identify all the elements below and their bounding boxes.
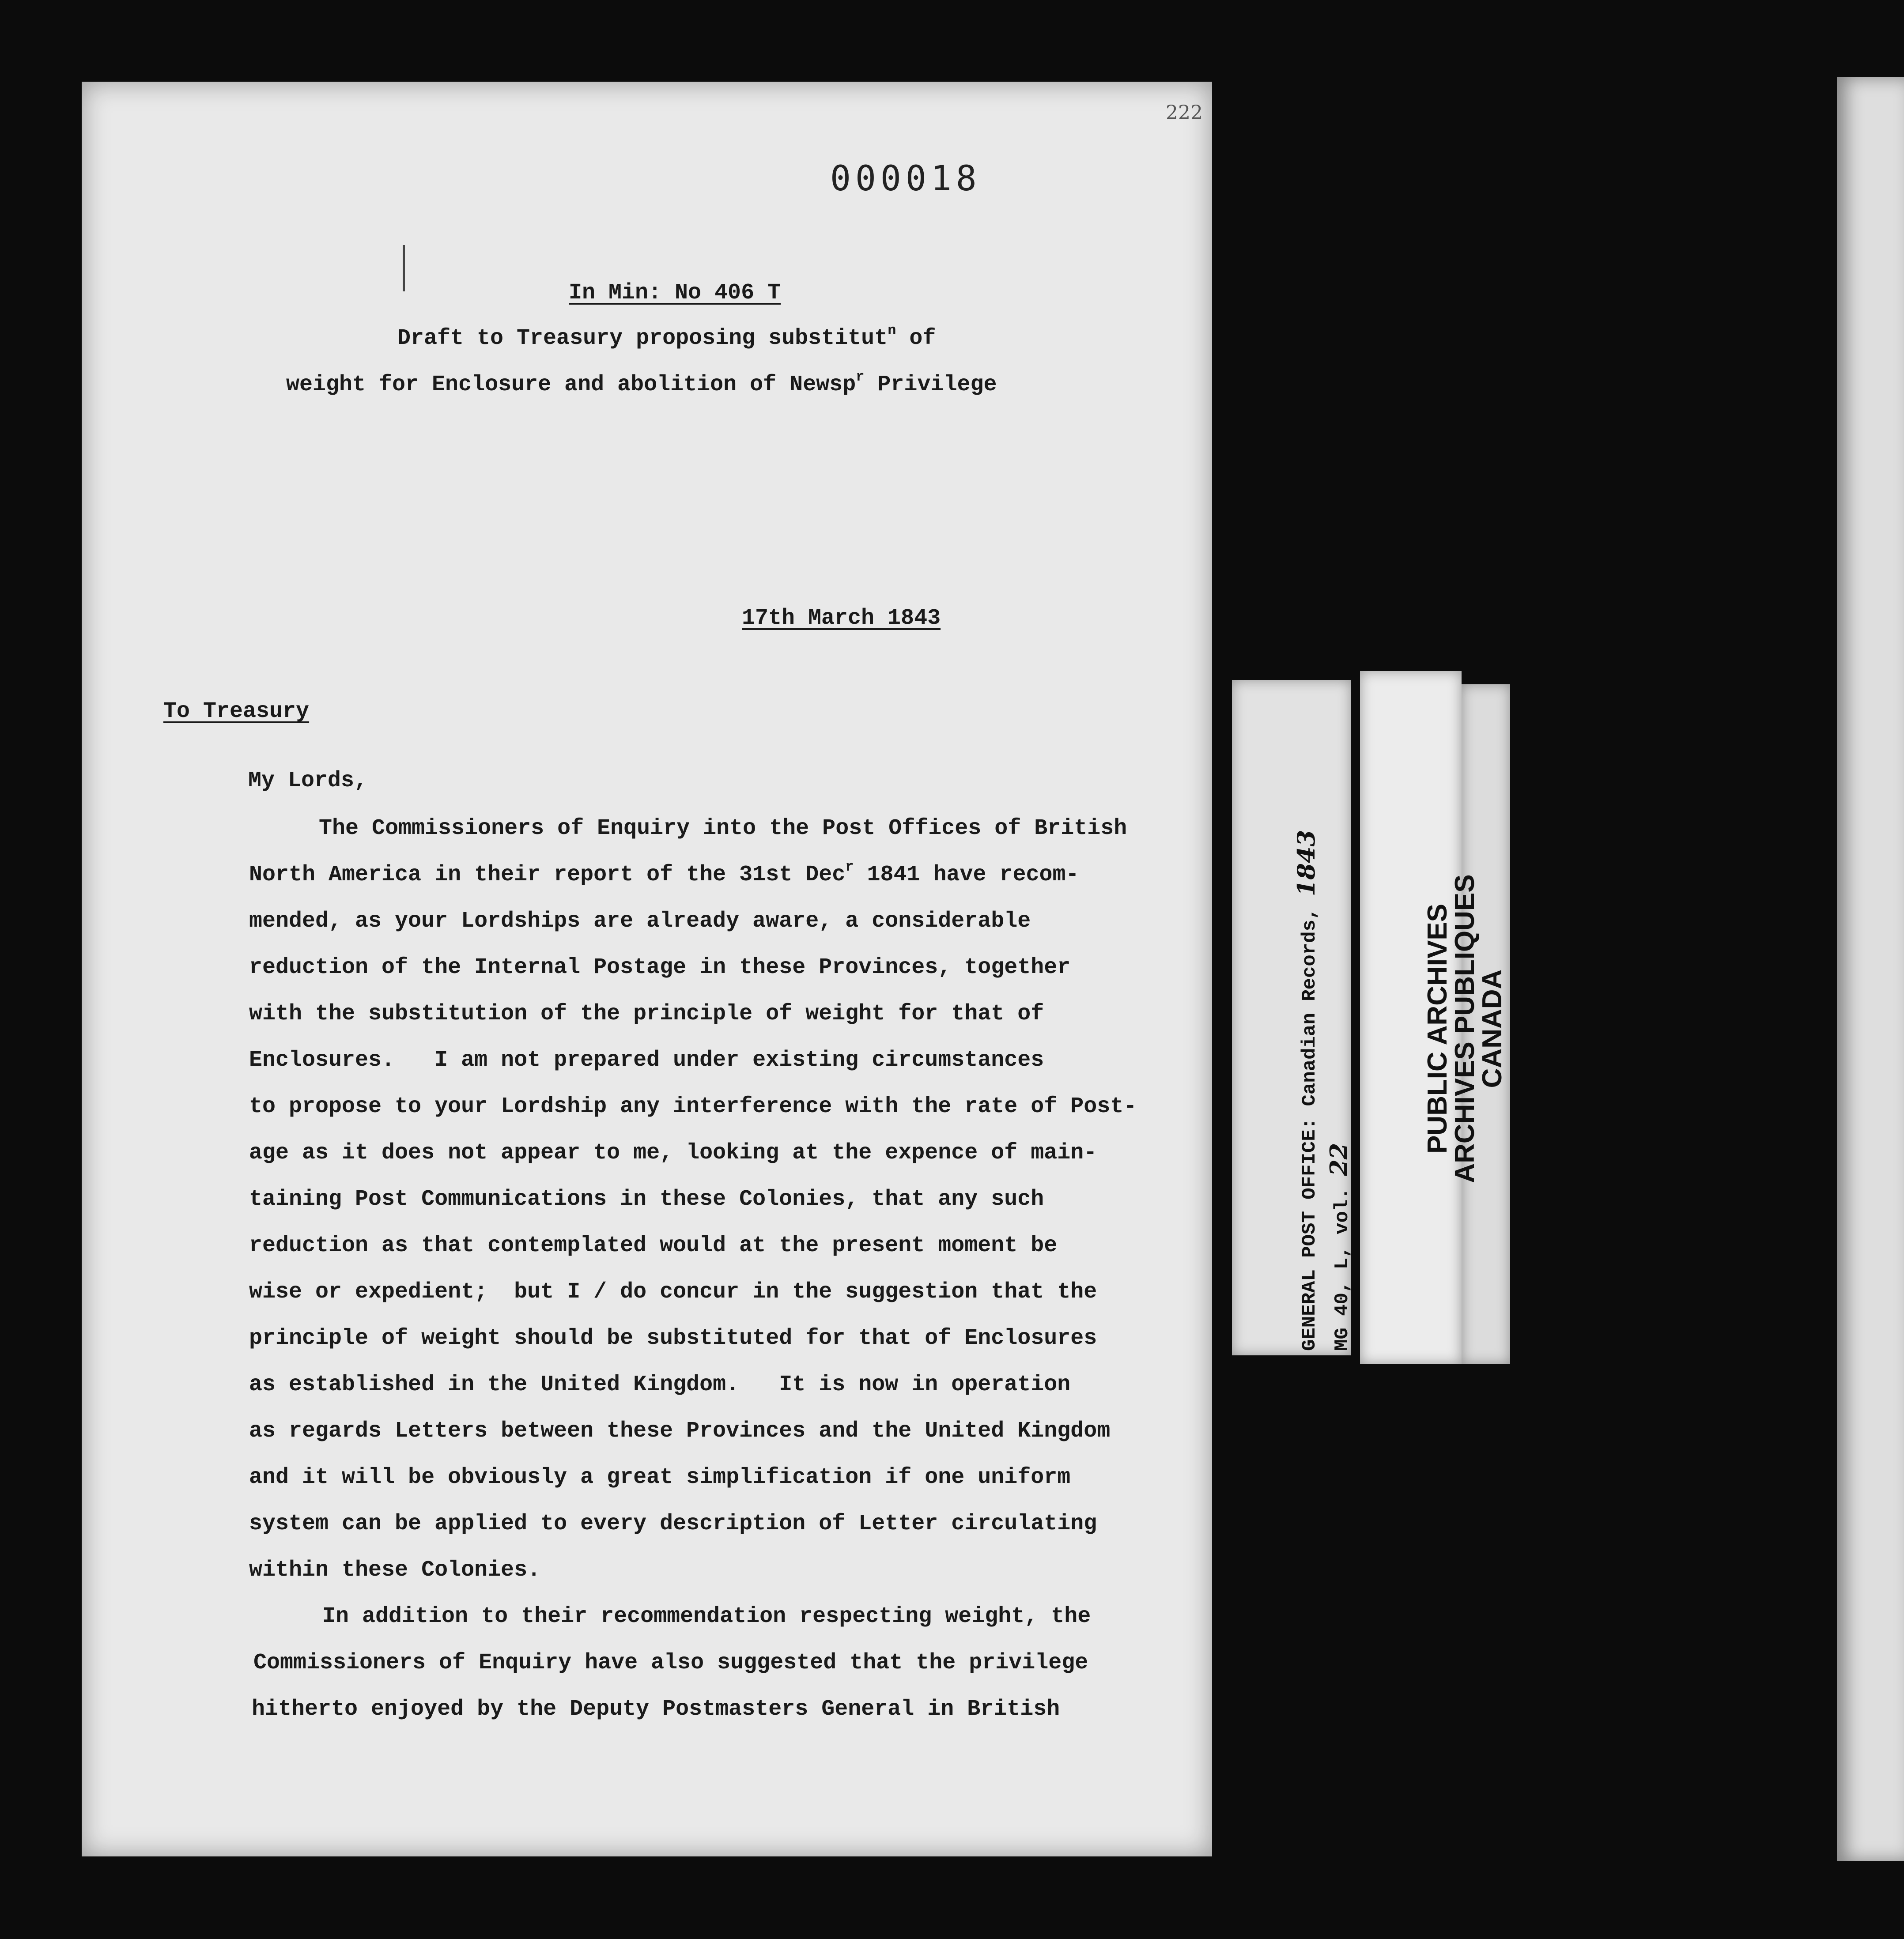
body-line: age as it does not appear to me, looking at the expence of main- bbox=[249, 1140, 1097, 1166]
pencil-mark bbox=[403, 245, 405, 291]
document-number: 000018 bbox=[830, 159, 981, 199]
heading-line-2: weight for Enclosure and abolition of Newsp$^r$ Privilege bbox=[286, 369, 997, 397]
body-line: reduction as that contemplated would at the present moment be bbox=[249, 1233, 1058, 1258]
heading-line-1: Draft to Treasury proposing substitut$^n$ of bbox=[397, 322, 936, 351]
addressee: To Treasury bbox=[163, 699, 310, 724]
stamp-line-3: CANADA bbox=[1477, 969, 1507, 1088]
body-line: system can be applied to every description of Letter circulating bbox=[249, 1511, 1097, 1536]
body-line: reduction of the Internal Postage in these Provinces, together bbox=[249, 955, 1071, 980]
body-line: hitherto enjoyed by the Deputy Postmasters General in British bbox=[252, 1697, 1060, 1722]
body-line: mended, as your Lordships are already aware, a considerable bbox=[249, 909, 1031, 934]
body-line: as regards Letters between these Provinces and the United Kingdom bbox=[249, 1418, 1111, 1444]
archive-reference-line-2: MG 40, L, vol. 22 bbox=[1325, 1143, 1353, 1351]
body-line: principle of weight should be substituted for that of Enclosures bbox=[249, 1326, 1097, 1351]
minute-reference: In Min: No 406 T bbox=[569, 280, 781, 306]
body-line: The Commissioners of Enquiry into the Post Offices of British bbox=[319, 816, 1127, 841]
stamp-line-1: PUBLIC ARCHIVES bbox=[1422, 903, 1453, 1154]
body-line: wise or expedient; but I / do concur in the suggestion that the bbox=[249, 1279, 1097, 1305]
archive-reference-line-1: GENERAL POST OFFICE: Canadian Records, 1843 bbox=[1292, 830, 1321, 1351]
folio-number: 222 bbox=[1166, 102, 1203, 124]
letter-date: 17th March 1843 bbox=[742, 606, 941, 631]
body-line: North America in their report of the 31st Dec$^r$ 1841 have recom- bbox=[249, 859, 1079, 887]
salutation: My Lords, bbox=[248, 768, 368, 793]
body-line: taining Post Communications in these Colonies, that any such bbox=[249, 1187, 1044, 1212]
body-line: Enclosures. I am not prepared under existing circumstances bbox=[249, 1048, 1044, 1073]
body-line: within these Colonies. bbox=[249, 1558, 541, 1583]
handwritten-volume: 22 bbox=[1325, 1143, 1353, 1176]
body-line: and it will be obviously a great simplification if one uniform bbox=[249, 1465, 1071, 1490]
body-line: In addition to their recommendation respecting weight, the bbox=[322, 1604, 1091, 1629]
body-line: Commissioners of Enquiry have also suggested that the privilege bbox=[253, 1650, 1088, 1675]
handwritten-year: 1843 bbox=[1292, 830, 1320, 897]
body-line: to propose to your Lordship any interference with the rate of Post- bbox=[249, 1094, 1137, 1119]
stamp-line-2: ARCHIVES PUBLIQUES bbox=[1450, 874, 1480, 1183]
public-archives-stamp bbox=[1424, 861, 1506, 1196]
archive-reference-label bbox=[1292, 830, 1357, 1351]
adjacent-page-edge bbox=[1837, 77, 1904, 1861]
body-line: as established in the United Kingdom. It is now in operation bbox=[249, 1372, 1071, 1397]
body-line: with the substitution of the principle of weight for that of bbox=[249, 1001, 1044, 1026]
